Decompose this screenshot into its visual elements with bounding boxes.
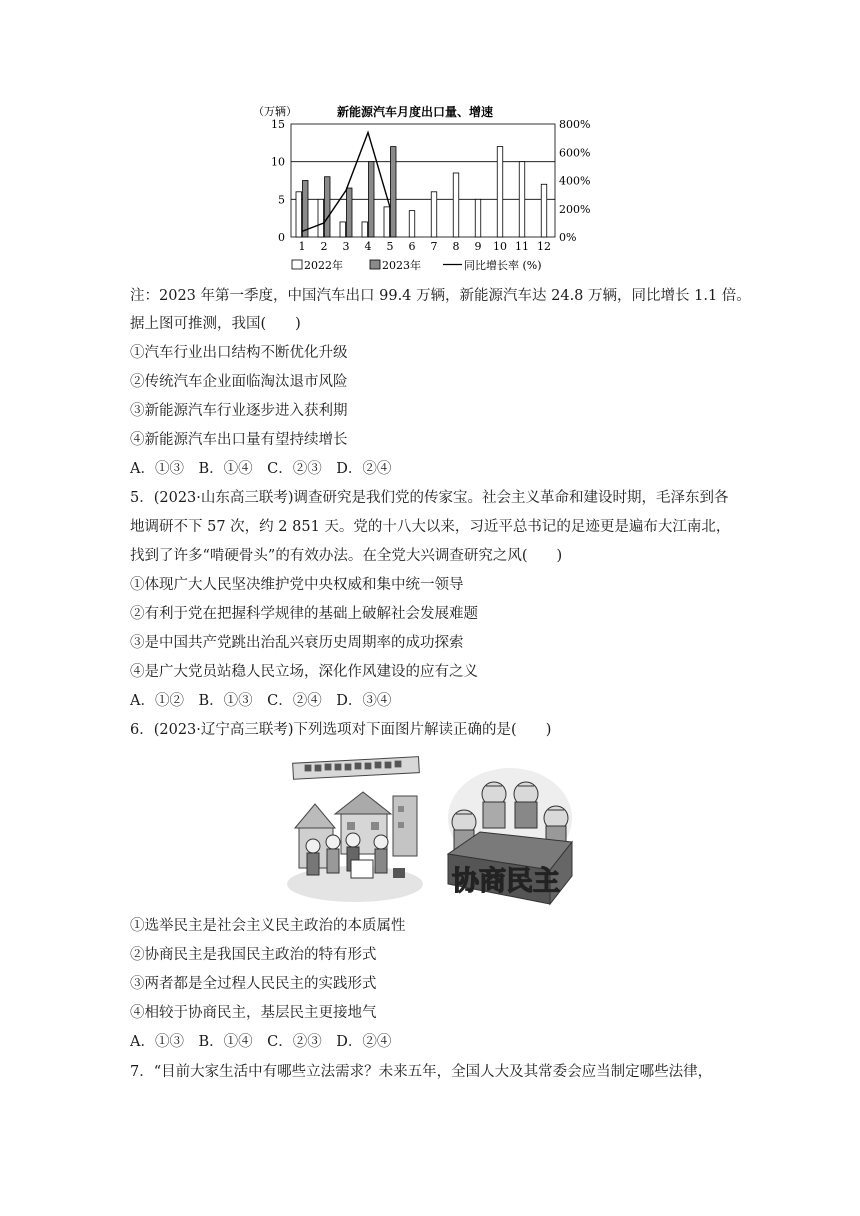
y2-tick-label: 600% — [559, 146, 591, 160]
q5-stem-3: 找到了许多“啃硬骨头”的有效办法。在全党大兴调查研究之风( ) — [130, 548, 563, 564]
y2-tick-label: 0% — [559, 231, 577, 244]
x-tick-label: 10 — [493, 240, 507, 253]
q6-answers: A．①③ B．①④ C．②③ D．②④ — [130, 1034, 392, 1050]
q6-stem: 6．(2023·辽宁高三联考)下列选项对下面图片解读正确的是( ) — [130, 722, 552, 738]
bar-2022 — [519, 162, 525, 237]
q6-option-1: ①选举民主是社会主义民主政治的本质属性 — [130, 918, 406, 934]
chart-svg — [255, 100, 605, 275]
chart-growth-line — [302, 132, 390, 231]
q4-option-2: ②传统汽车企业面临淘汰退市风险 — [130, 374, 348, 390]
x-tick-label: 11 — [515, 240, 529, 253]
chart-gridlines — [291, 124, 555, 237]
chart-ylabel: （万辆） — [255, 105, 297, 118]
q6-option-4: ④相较于协商民主，基层民主更接地气 — [130, 1005, 377, 1021]
q5-option-3: ③是中国共产党跳出治乱兴衰历史周期率的成功探索 — [130, 635, 464, 651]
y-tick-label: 15 — [271, 118, 285, 131]
x-tick-label: 2 — [320, 240, 328, 253]
y2-tick-label: 400% — [559, 174, 591, 188]
q5-option-2: ②有利于党在把握科学规律的基础上破解社会发展难题 — [130, 606, 478, 622]
legend-swatch-2022 — [292, 260, 302, 269]
x-tick-label: 3 — [342, 240, 350, 253]
q4-answers: A．①③ B．①④ C．②③ D．②④ — [130, 461, 392, 477]
bar-2022 — [362, 222, 368, 237]
bar-2022 — [296, 192, 302, 237]
q5-option-1: ①体现广大人民坚决维护党中央权威和集中统一领导 — [130, 577, 464, 593]
q6-option-2: ②协商民主是我国民主政治的特有形式 — [130, 947, 377, 963]
y2-tick-label: 800% — [559, 118, 591, 131]
q5-answers: A．①② B．①③ C．②④ D．③④ — [130, 693, 392, 709]
x-tick-label: 8 — [452, 240, 460, 253]
bar-2022 — [409, 211, 415, 237]
legend-label-growth: 同比增长率 (%) — [464, 259, 542, 272]
bar-2023 — [303, 181, 309, 238]
chart-yticks — [271, 118, 285, 244]
bar-2022 — [475, 199, 481, 237]
chart-bars — [296, 147, 547, 237]
x-tick-label: 4 — [364, 240, 372, 253]
export-chart — [255, 100, 605, 275]
bar-2023 — [369, 162, 375, 237]
q7-stem: 7．“目前大家生活中有哪些立法需求？未来五年，全国人大及其常委会应当制定哪些法律， — [130, 1064, 713, 1080]
chart-xticks — [299, 240, 552, 253]
bar-2022 — [340, 222, 346, 237]
q5-stem-1: 5．(2023·山东高三联考)调查研究是我们党的传家宝。社会主义革命和建设时期，毛泽东到各 — [130, 490, 729, 506]
chart-title: 新能源汽车月度出口量、增速 — [337, 105, 494, 119]
bar-2022 — [318, 199, 324, 237]
chart-note: 注：2023 年第一季度，中国汽车出口 99.4 万辆，新能源汽车达 24.8 万辆，同比增长 1.1 倍。 — [130, 288, 751, 304]
bar-2022 — [453, 173, 459, 237]
bar-2022 — [497, 147, 503, 237]
consultation-cartoon — [440, 762, 578, 908]
q5-stem-2: 地调研不下 57 次，约 2 851 天。党的十八大以来，习近平总书记的足迹更是遍布大江南北， — [130, 519, 731, 535]
legend-swatch-2023 — [370, 260, 380, 269]
bar-2023 — [325, 177, 331, 237]
plot-frame — [291, 124, 555, 237]
consultation-democracy-text: 协商民主 — [452, 866, 560, 897]
x-tick-label: 12 — [537, 240, 551, 253]
bar-2022 — [541, 184, 547, 237]
bar-2023 — [391, 147, 397, 237]
y-tick-label: 5 — [278, 193, 285, 207]
y2-tick-label: 200% — [559, 202, 591, 216]
y-tick-label: 0 — [278, 231, 285, 244]
q4-option-4: ④新能源汽车出口量有望持续增长 — [130, 432, 348, 448]
chart-y2ticks — [559, 118, 590, 244]
q4-option-1: ①汽车行业出口结构不断优化升级 — [130, 345, 348, 361]
y-tick-label: 10 — [271, 155, 285, 169]
election-cartoon — [285, 756, 425, 906]
x-tick-label: 6 — [408, 240, 416, 253]
x-tick-label: 9 — [474, 240, 482, 253]
legend-label-2022: 2022年 — [304, 259, 343, 272]
q5-option-4: ④是广大党员站稳人民立场，深化作风建设的应有之义 — [130, 664, 478, 680]
q4-stem: 据上图可推测，我国( ) — [130, 316, 301, 332]
q4-option-3: ③新能源汽车行业逐步进入获利期 — [130, 403, 348, 419]
bar-2022 — [384, 207, 390, 237]
x-tick-label: 7 — [430, 240, 438, 253]
x-tick-label: 5 — [386, 240, 394, 253]
q6-option-3: ③两者都是全过程人民民主的实践形式 — [130, 976, 377, 992]
x-tick-label: 1 — [298, 240, 306, 253]
legend-label-2023: 2023年 — [382, 259, 421, 272]
bar-2023 — [347, 188, 353, 237]
bar-2022 — [431, 192, 437, 237]
growth-rate-line — [302, 132, 390, 231]
